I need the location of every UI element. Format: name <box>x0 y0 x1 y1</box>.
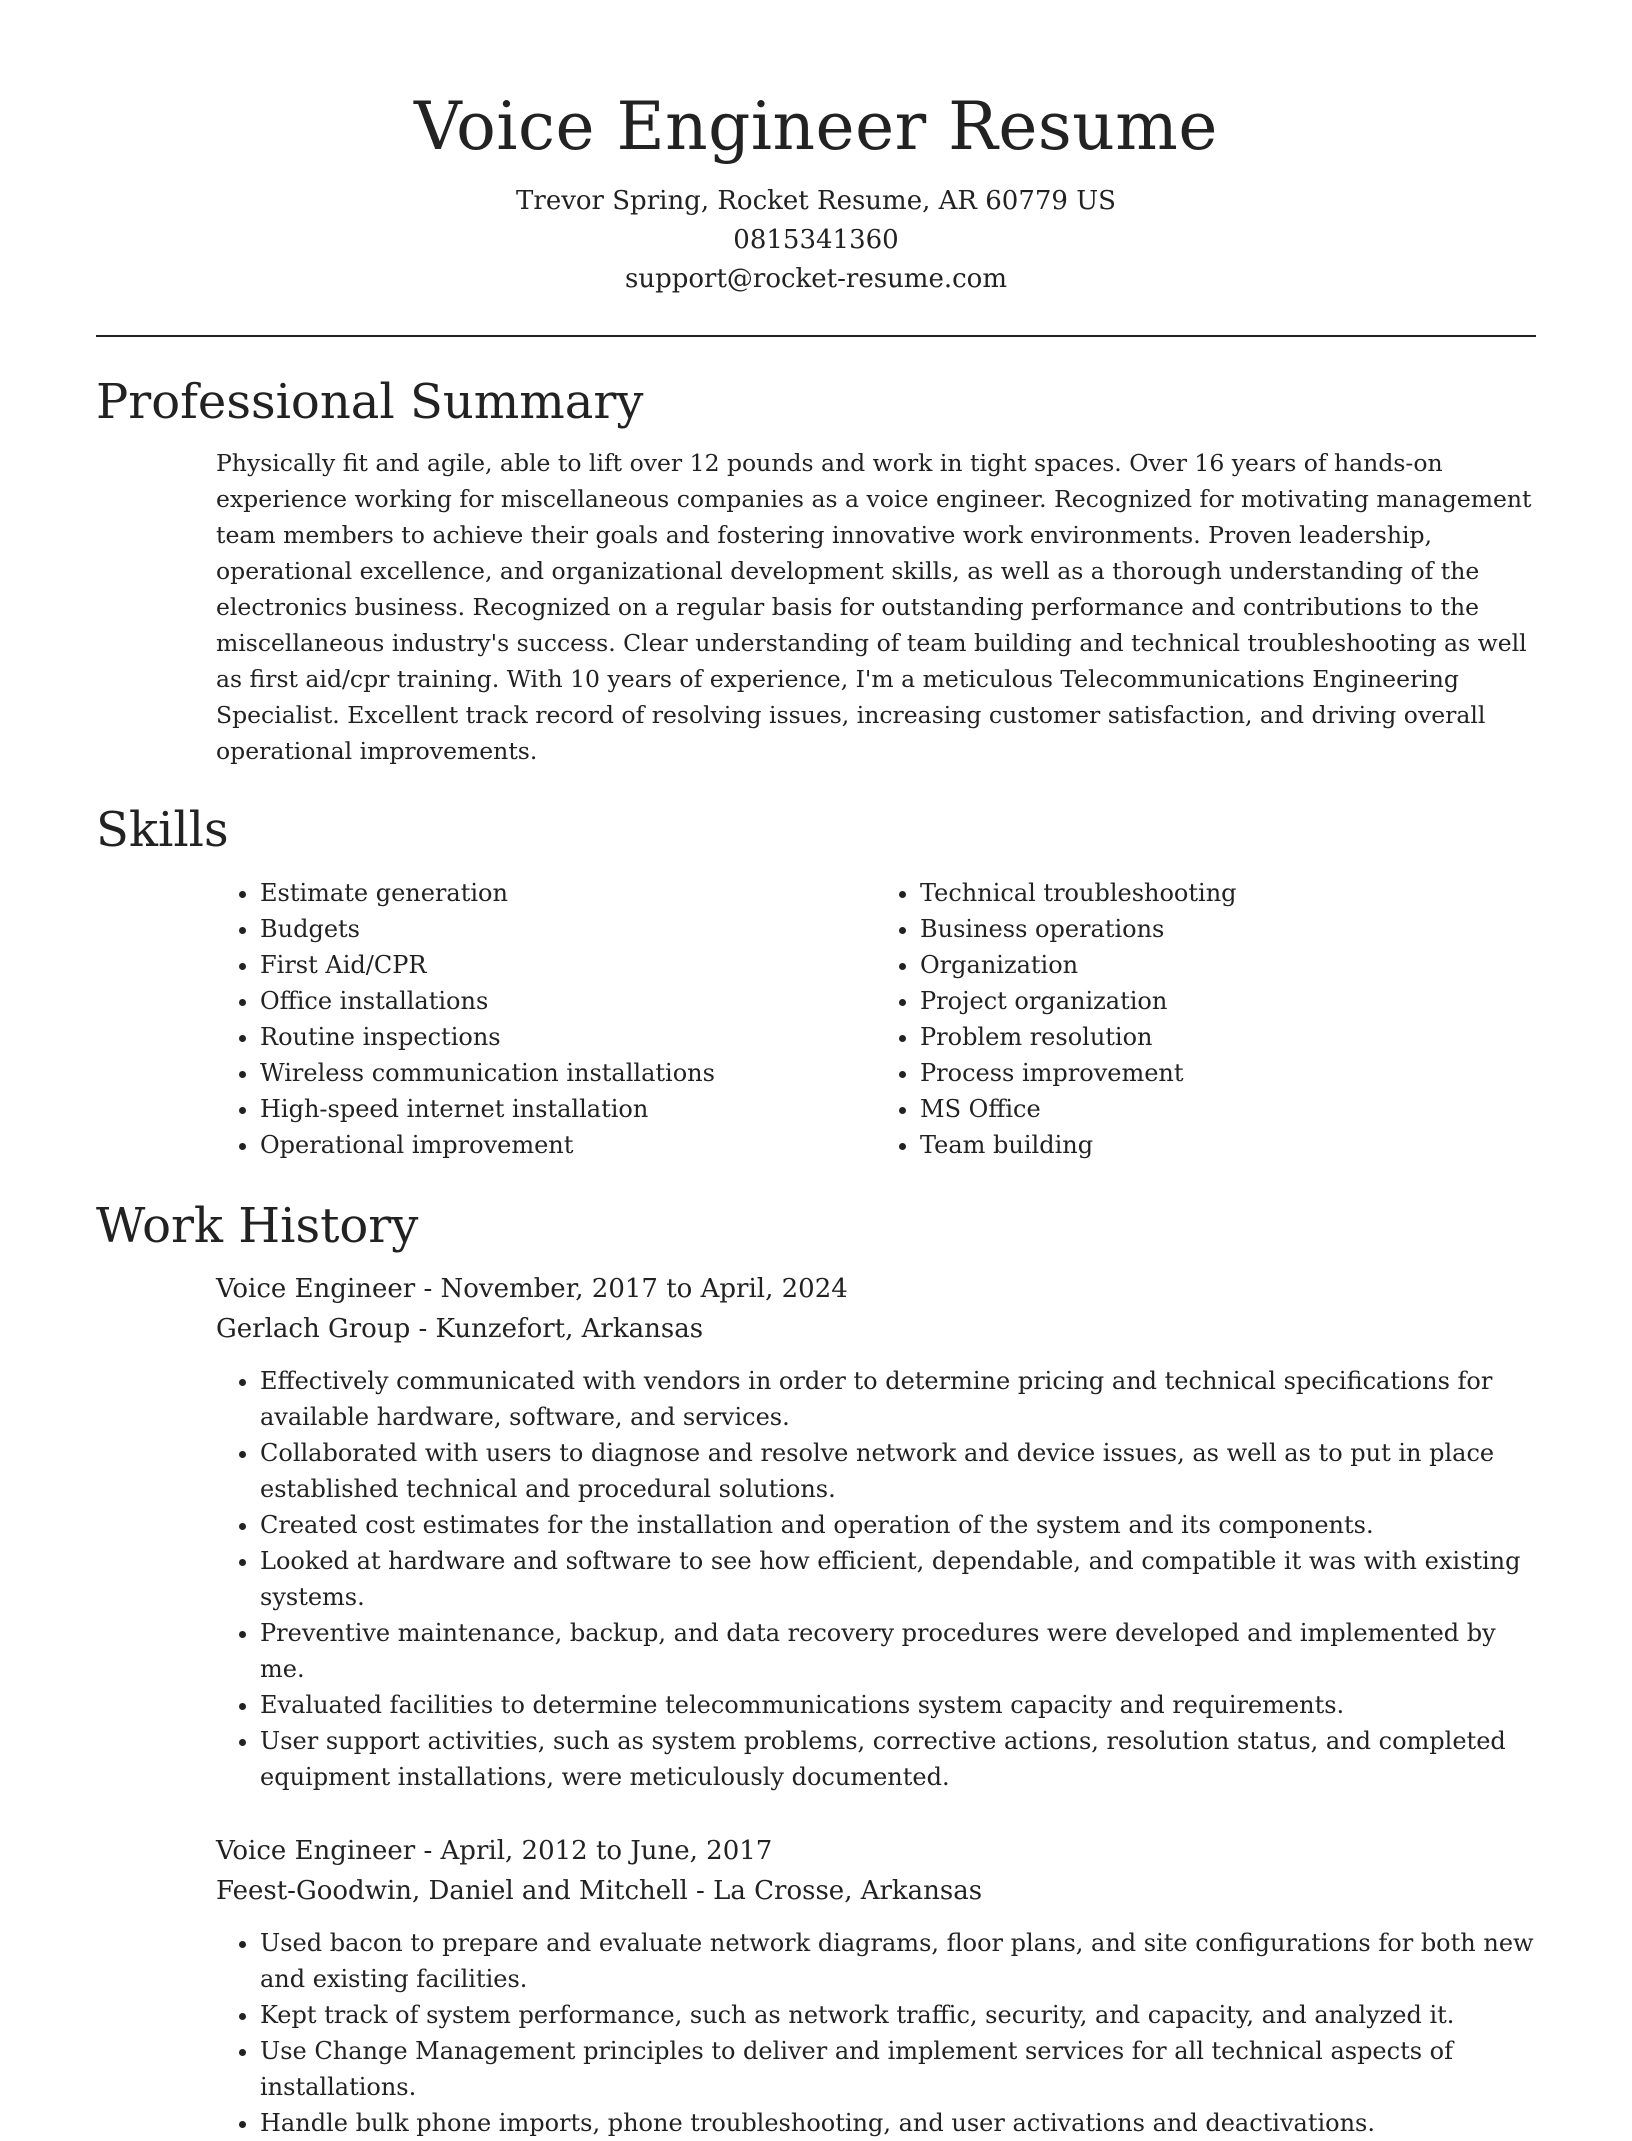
job-bullet: • User support activities, such as system problems, corrective actions, resolution status, and completed equipment installations, were meticulously documented. <box>260 1723 1536 1795</box>
job-bullets <box>216 1363 1536 1795</box>
job-title: Voice Engineer <box>216 1274 416 1304</box>
job-dates: April, 2012 to June, 2017 <box>440 1836 773 1866</box>
job-bullet: • Use Change Management principles to deliver and implement services for all technical aspects of installations. <box>260 2033 1536 2105</box>
job-bullet: • Effectively communicated with vendors in order to determine pricing and technical specifications for available hardware, software, and services. <box>260 1363 1536 1435</box>
job-company-line <box>216 1309 1536 1349</box>
job-entry <box>216 1831 1536 2141</box>
skill-item: • Budgets <box>260 911 876 947</box>
job-location: Kunzefort, Arkansas <box>435 1314 704 1344</box>
job-company: Gerlach Group <box>216 1314 411 1344</box>
skill-item: • Organization <box>920 947 1536 983</box>
job-bullet: • Collaborated with users to diagnose and resolve network and device issues, as well as to put in place established technical and procedural solutions. <box>260 1435 1536 1507</box>
job-company: Feest-Goodwin, Daniel and Mitchell <box>216 1876 688 1906</box>
skill-item: • Technical troubleshooting <box>920 875 1536 911</box>
skills-heading: Skills <box>96 802 229 858</box>
header-divider <box>96 335 1536 337</box>
skill-item: • High-speed internet installation <box>260 1091 876 1127</box>
job-bullets <box>216 1925 1536 2141</box>
job-bullet: • Created cost estimates for the installation and operation of the system and its components. <box>260 1507 1536 1543</box>
skill-item: • Process improvement <box>920 1055 1536 1091</box>
skill-item: • Problem resolution <box>920 1019 1536 1055</box>
skill-item: • Operational improvement <box>260 1127 876 1163</box>
job-title-line <box>216 1831 1536 1871</box>
resume-title: Voice Engineer Resume <box>414 88 1218 165</box>
summary-text: Physically fit and agile, able to lift over 12 pounds and work in tight spaces. Over 16 years of hands-on experience working for miscellaneous companies as a voice engineer. Recognized for motivating management team members to achieve their goals and fostering innovative work environments. Proven leadership, operational excellence, and organizational development skills, as well as a thorough understanding of the electronics business. Recognized on a regular basis for outstanding performance and contributions to the miscellaneous industry's success. Clear understanding of team building and technical troubleshooting as well as first aid/cpr training. With 10 years of experience, I'm a meticulous Telecommunications Engineering Specialist. Excellent track record of resolving issues, increasing customer satisfaction, and driving overall operational improvements. <box>216 449 1532 765</box>
job-dates: November, 2017 to April, 2024 <box>440 1274 848 1304</box>
job-bullet: • Used bacon to prepare and evaluate network diagrams, floor plans, and site configurations for both new and existing facilities. <box>260 1925 1536 1997</box>
skill-item: • Team building <box>920 1127 1536 1163</box>
summary-heading: Professional Summary <box>96 374 644 430</box>
job-location: La Crosse, Arkansas <box>713 1876 983 1906</box>
separator: - <box>696 1876 714 1906</box>
skill-item: • Project organization <box>920 983 1536 1019</box>
job-title: Voice Engineer <box>216 1836 416 1866</box>
skills-grid <box>216 875 1536 1163</box>
skills-column-left <box>216 875 876 1163</box>
job-bullet: • Looked at hardware and software to see how efficient, dependable, and compatible it was with existing systems. <box>260 1543 1536 1615</box>
skill-item: • Estimate generation <box>260 875 876 911</box>
skill-item: • Business operations <box>920 911 1536 947</box>
skills-column-right <box>876 875 1536 1163</box>
contact-phone: 0815341360 <box>733 225 899 255</box>
skill-item: • MS Office <box>920 1091 1536 1127</box>
job-bullet: • Handle bulk phone imports, phone troubleshooting, and user activations and deactivations. <box>260 2105 1536 2141</box>
job-entry <box>216 1269 1536 1795</box>
skill-item: • Office installations <box>260 983 876 1019</box>
job-bullet: • Kept track of system performance, such as network traffic, security, and capacity, and analyzed it. <box>260 1997 1536 2033</box>
skill-item: • First Aid/CPR <box>260 947 876 983</box>
work-history-heading: Work History <box>96 1198 419 1254</box>
job-bullet: • Evaluated facilities to determine telecommunications system capacity and requirements. <box>260 1687 1536 1723</box>
resume-page <box>96 0 1536 2141</box>
separator: - <box>423 1274 441 1304</box>
separator: - <box>423 1836 441 1866</box>
job-bullet: • Preventive maintenance, backup, and data recovery procedures were developed and implemented by me. <box>260 1615 1536 1687</box>
separator: - <box>418 1314 436 1344</box>
resume-header <box>96 0 1536 299</box>
skill-item: • Routine inspections <box>260 1019 876 1055</box>
skill-item: • Wireless communication installations <box>260 1055 876 1091</box>
contact-email: support@rocket-resume.com <box>624 264 1007 294</box>
job-title-line <box>216 1269 1536 1309</box>
contact-address: Trevor Spring, Rocket Resume, AR 60779 US <box>516 186 1116 216</box>
job-company-line <box>216 1871 1536 1911</box>
contact-block <box>96 182 1536 299</box>
